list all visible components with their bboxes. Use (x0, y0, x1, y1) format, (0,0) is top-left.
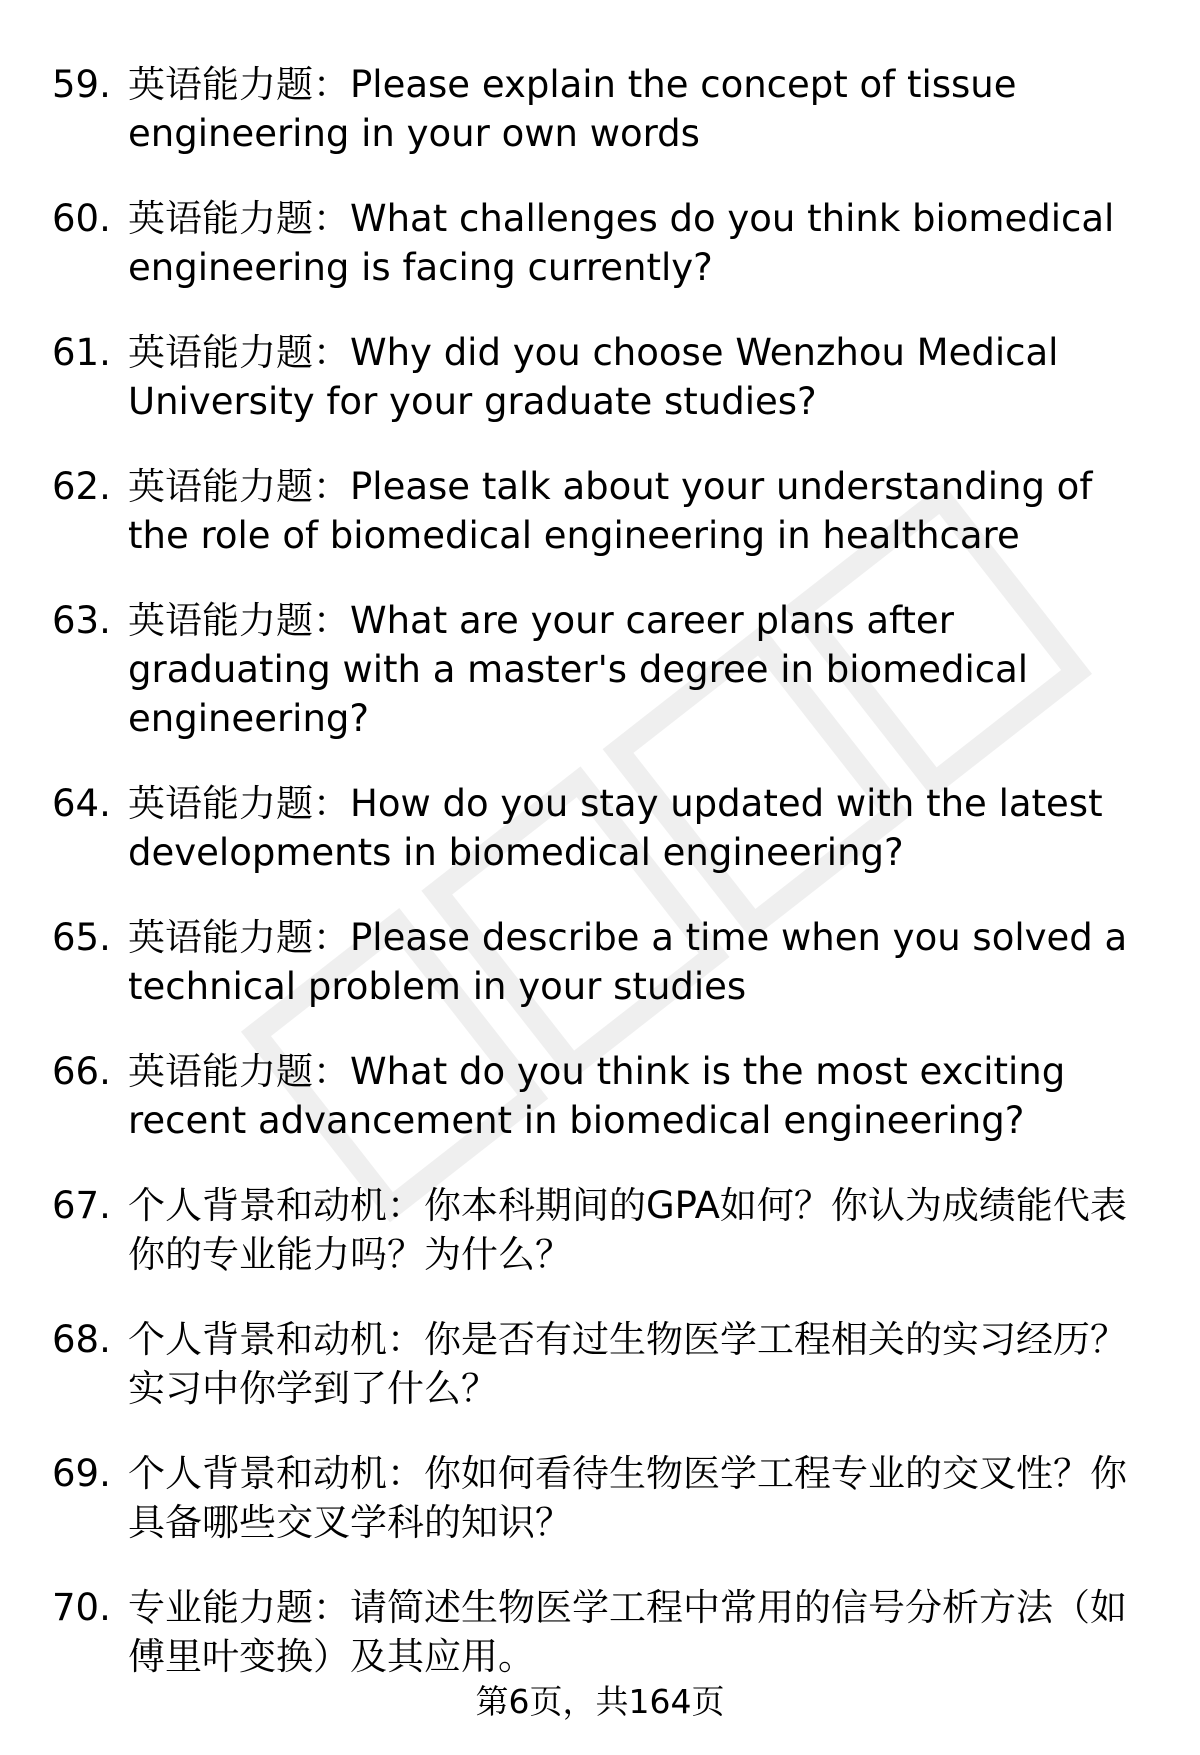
question-text: 英语能力题：Please talk about your understanding of the role of biomedical engineering in healthcare (128, 465, 1093, 557)
list-item (52, 60, 1152, 158)
list-item (52, 596, 1152, 743)
question-number: 68. (52, 1318, 111, 1361)
list-item (52, 1583, 1152, 1681)
question-number: 63. (52, 599, 111, 642)
question-list (52, 60, 1152, 1717)
question-number: 62. (52, 465, 111, 508)
list-item (52, 1181, 1152, 1279)
list-item (52, 1047, 1152, 1145)
question-text: 个人背景和动机：你如何看待生物医学工程专业的交叉性？你具备哪些交叉学科的知识？ (128, 1452, 1127, 1544)
list-item (52, 779, 1152, 877)
list-item (52, 194, 1152, 292)
question-number: 66. (52, 1050, 111, 1093)
question-text: 英语能力题：What challenges do you think biomedical engineering is facing currently? (128, 197, 1115, 289)
question-number: 59. (52, 63, 111, 106)
page-footer: 第6页，共164页 (475, 1682, 725, 1721)
question-number: 69. (52, 1452, 111, 1495)
question-text: 英语能力题：What are your career plans after graduating with a master's degree in biomedical engineering? (128, 599, 1029, 740)
question-text: 个人背景和动机：你是否有过生物医学工程相关的实习经历？实习中你学到了什么？ (128, 1318, 1127, 1410)
question-number: 67. (52, 1184, 111, 1227)
list-item (52, 462, 1152, 560)
question-number: 65. (52, 916, 111, 959)
question-text: 英语能力题：Why did you choose Wenzhou Medical University for your graduate studies? (128, 331, 1059, 423)
question-text: 英语能力题：What do you think is the most exciting recent advancement in biomedical engineering? (128, 1050, 1066, 1142)
question-number: 70. (52, 1586, 111, 1629)
question-number: 64. (52, 782, 111, 825)
list-item (52, 328, 1152, 426)
question-number: 61. (52, 331, 111, 374)
question-text: 专业能力题：请简述生物医学工程中常用的信号分析方法（如傅里叶变换）及其应用。 (128, 1586, 1127, 1678)
list-item (52, 913, 1152, 1011)
question-text: 英语能力题：Please describe a time when you solved a technical problem in your studies (128, 916, 1128, 1008)
question-text: 英语能力题：How do you stay updated with the latest developments in biomedical engineering? (128, 782, 1103, 874)
question-number: 60. (52, 197, 111, 240)
question-text: 英语能力题：Please explain the concept of tissue engineering in your own words (128, 63, 1017, 155)
question-text: 个人背景和动机：你本科期间的GPA如何？你认为成绩能代表你的专业能力吗？为什么？ (128, 1184, 1127, 1276)
list-item (52, 1315, 1152, 1413)
list-item (52, 1449, 1152, 1547)
